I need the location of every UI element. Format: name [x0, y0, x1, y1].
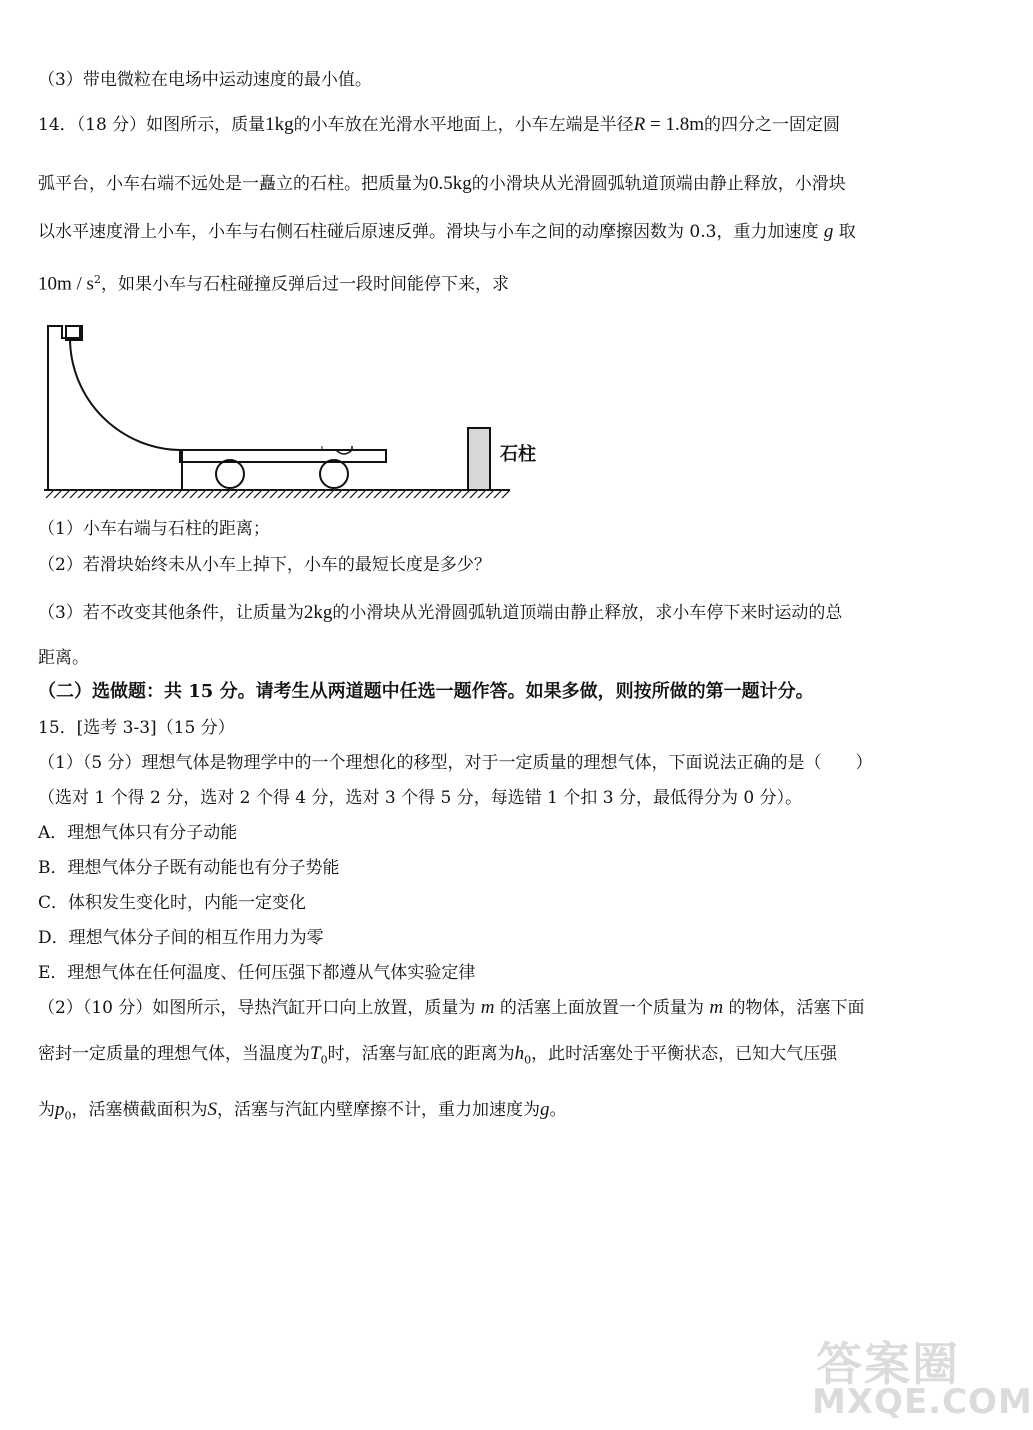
ground-hatch-line: [78, 490, 86, 498]
option-e: E．理想气体在任何温度、任何压强下都遵从气体实验定律: [38, 963, 476, 983]
ground-hatch-line: [334, 490, 342, 498]
ground-hatch-line: [126, 490, 134, 498]
ground-hatch-line: [462, 490, 470, 498]
ground-hatch-line: [86, 490, 94, 498]
ground-hatch-line: [70, 490, 78, 498]
section-2-heading: （二）选做题：共 15 分。请考生从两道题中任选一题作答。如果多做，则按所做的第一题计分。: [38, 681, 814, 702]
question-14-part-3: （3）若不改变其他条件，让质量为2kg的小滑块从光滑圆弧轨道顶端由静止释放，求小车停下来时运动的总: [38, 602, 843, 623]
ground-hatch-line: [94, 490, 102, 498]
ground-hatch-line: [374, 490, 382, 498]
ground-hatch-line: [62, 490, 70, 498]
ground-hatch-line: [102, 490, 110, 498]
ground-hatch-line: [478, 490, 486, 498]
question-14-part-3-cont: 距离。: [38, 648, 89, 668]
ground-hatch-line: [318, 490, 326, 498]
question-15-part-2-line-3: 为$p_0$，活塞横截面积为S，活塞与汽缸内壁摩擦不计，重力加速度为g。: [38, 1099, 567, 1123]
ground-hatch-line: [110, 490, 118, 498]
ground-hatch-line: [398, 490, 406, 498]
question-14-line-4: $10m / s^2$，如果小车与石柱碰撞反弹后过一段时间能停下来，求: [38, 273, 509, 295]
ground-hatch-line: [454, 490, 462, 498]
ground-hatch-line: [414, 490, 422, 498]
ground-hatch-line: [54, 490, 62, 498]
ground-hatch-line: [350, 490, 358, 498]
ground-hatch-line: [406, 490, 414, 498]
ground-hatch-line: [46, 490, 54, 498]
ground-hatch-line: [486, 490, 494, 498]
ground-hatch-line: [390, 490, 398, 498]
arc-platform: [48, 326, 182, 490]
question-15-part-2-line-1: （2）（10 分）如图所示，导热汽缸开口向上放置，质量为 m 的活塞上面放置一个质量为 m 的物体，活塞下面: [38, 997, 865, 1018]
ground-hatch-line: [238, 490, 246, 498]
ground-hatch-line: [310, 490, 318, 498]
ground-hatch-line: [166, 490, 174, 498]
ground-hatch-line: [182, 490, 190, 498]
ground-hatch-line: [382, 490, 390, 498]
ground-hatch-line: [222, 490, 230, 498]
ground-hatch-line: [294, 490, 302, 498]
question-15-heading: 15．[选考 3-3]（15 分）: [38, 718, 235, 738]
ground-hatch-line: [246, 490, 254, 498]
ground-hatch-line: [198, 490, 206, 498]
stone-pillar: [468, 428, 490, 490]
ground-hatch-line: [502, 490, 510, 498]
site-watermark: 答案圈 MXQE.COM: [812, 1337, 1033, 1422]
ground-hatch-line: [134, 490, 142, 498]
ground-hatch-line: [358, 490, 366, 498]
ground-hatch-line: [270, 490, 278, 498]
ground-hatch-line: [430, 490, 438, 498]
ground-hatch-line: [422, 490, 430, 498]
ground-hatch-line: [470, 490, 478, 498]
question-15-part-2-line-2: 密封一定质量的理想气体，当温度为$T_0$时，活塞与缸底的距离为$h_0$，此时活塞处于平衡状态，已知大气压强: [38, 1043, 838, 1067]
option-b: B．理想气体分子既有动能也有分子势能: [38, 858, 340, 878]
option-a: A．理想气体只有分子动能: [38, 823, 238, 843]
cart-body: [180, 450, 386, 462]
question-13-part-3: （3）带电微粒在电场中运动速度的最小值。: [38, 70, 372, 90]
question-14-part-1: （1）小车右端与石柱的距离；: [38, 519, 270, 539]
ground-hatch-line: [142, 490, 150, 498]
question-14-line-1: 14．（18 分）如图所示，质量1kg的小车放在光滑水平地面上，小车左端是半径R = 1.8m的四分之一固定圆: [38, 114, 841, 135]
ground-hatch-line: [190, 490, 198, 498]
ground-hatch-line: [342, 490, 350, 498]
ground-hatch-line: [326, 490, 334, 498]
ground-hatch-line: [174, 490, 182, 498]
ground-hatch-line: [302, 490, 310, 498]
ground-hatch-line: [214, 490, 222, 498]
ground-hatch-line: [158, 490, 166, 498]
ground-hatch-line: [494, 490, 502, 498]
ground-hatch-line: [254, 490, 262, 498]
ground-hatch-line: [118, 490, 126, 498]
ground-hatch-line: [366, 490, 374, 498]
ground-hatch-line: [286, 490, 294, 498]
question-14-line-2: 弧平台，小车右端不远处是一矗立的石柱。把质量为0.5kg的小滑块从光滑圆弧轨道顶端由静止释放，小滑块: [38, 173, 846, 194]
question-14-line-3: 以水平速度滑上小车，小车与右侧石柱碰后原速反弹。滑块与小车之间的动摩擦因数为 0.3，重力加速度 g 取: [38, 221, 856, 242]
cart-arc-figure: [40, 318, 540, 498]
ground-hatch-line: [230, 490, 238, 498]
question-15-part-1: （1）（5 分）理想气体是物理学中的一个理想化的移型，对于一定质量的理想气体，下面说法正确的是（ ）: [38, 753, 873, 773]
ground-hatch-line: [438, 490, 446, 498]
ground-hatch-line: [278, 490, 286, 498]
cart-wheel-left: [216, 460, 244, 488]
question-15-scoring: （选对 1 个得 2 分，选对 2 个得 4 分，选对 3 个得 5 分，每选错 1 个扣 3 分，最低得分为 0 分）。: [38, 788, 803, 808]
ground-hatch-line: [206, 490, 214, 498]
question-14-part-2: （2）若滑块始终未从小车上掉下，小车的最短长度是多少？: [38, 555, 491, 575]
pillar-label: 石柱: [500, 444, 536, 465]
ground: [44, 490, 510, 498]
ground-hatch-line: [446, 490, 454, 498]
option-c: C．体积发生变化时，内能一定变化: [38, 893, 307, 913]
ground-hatch-line: [262, 490, 270, 498]
option-d: D．理想气体分子间的相互作用力为零: [38, 928, 324, 948]
cart-wheel-right: [320, 460, 348, 488]
ground-hatch-line: [150, 490, 158, 498]
